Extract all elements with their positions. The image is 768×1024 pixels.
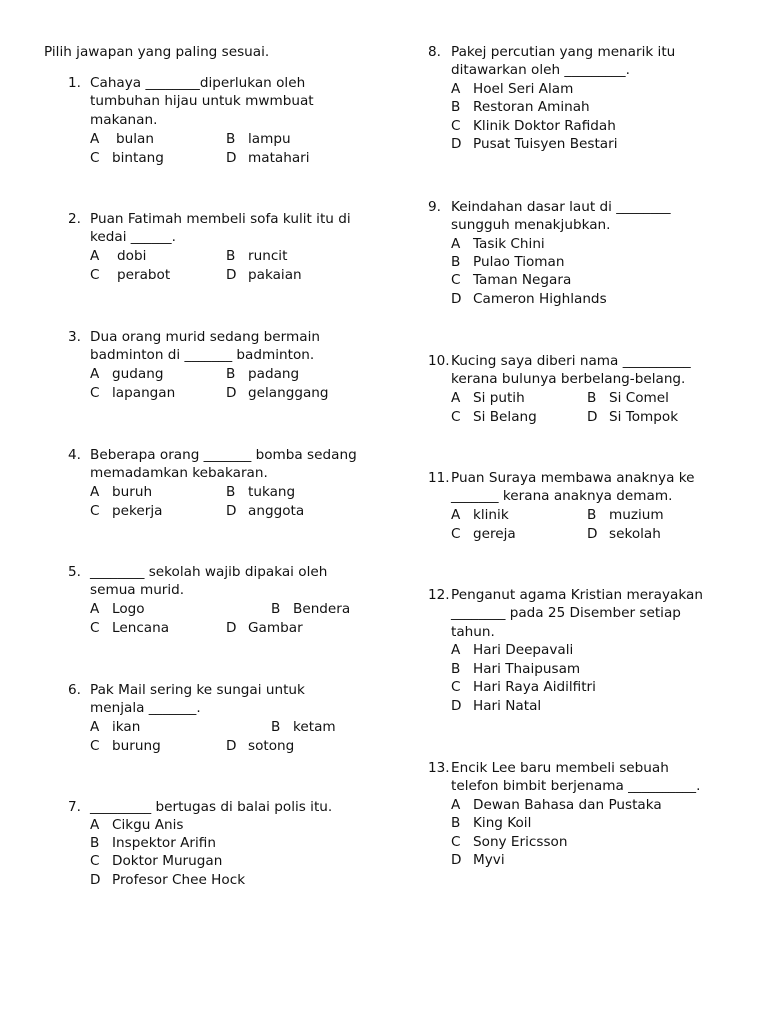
- stem-line: tumbuhan hijau untuk mwmbuat: [90, 93, 314, 110]
- stem-line: makanan.: [90, 111, 158, 128]
- question-stem: [451, 469, 695, 506]
- option-text: Dewan Bahasa dan Pustaka: [473, 797, 662, 813]
- stem-line: sungguh menakjubkan.: [451, 217, 611, 234]
- option-letter: D: [587, 526, 598, 542]
- option-text: Taman Negara: [473, 272, 572, 288]
- option-letter: B: [226, 248, 236, 264]
- option-a[interactable]: [451, 506, 509, 524]
- option-c[interactable]: [451, 525, 516, 543]
- option-letter: C: [90, 853, 100, 869]
- option-b[interactable]: [451, 253, 565, 271]
- option-text: runcit: [248, 248, 288, 264]
- option-letter: C: [90, 150, 100, 166]
- option-text: Restoran Aminah: [473, 99, 590, 115]
- option-a[interactable]: [451, 641, 573, 659]
- question-number: 1.: [68, 75, 81, 91]
- option-b[interactable]: [226, 130, 291, 148]
- option-text: muzium: [609, 507, 664, 523]
- option-text: pekerja: [112, 503, 163, 519]
- option-letter: A: [451, 797, 461, 813]
- question-number: 2.: [68, 211, 81, 227]
- stem-line: memadamkan kebakaran.: [90, 465, 268, 482]
- option-text: Si putih: [473, 390, 525, 406]
- option-text: Cikgu Anis: [112, 817, 184, 833]
- option-a[interactable]: [451, 796, 662, 814]
- option-letter: D: [226, 267, 237, 283]
- option-b[interactable]: [226, 483, 295, 501]
- option-c[interactable]: [90, 619, 169, 637]
- option-letter: B: [587, 390, 597, 406]
- option-letter: A: [90, 601, 100, 617]
- option-a[interactable]: [90, 130, 154, 148]
- option-d[interactable]: [226, 384, 329, 402]
- stem-line: _________ bertugas di balai polis itu.: [90, 799, 333, 815]
- option-a[interactable]: [451, 235, 545, 253]
- option-letter: B: [90, 835, 100, 851]
- question-stem: [90, 74, 314, 129]
- option-letter: B: [587, 507, 597, 523]
- option-letter: C: [451, 834, 461, 850]
- option-letter: A: [90, 248, 100, 264]
- question-stem: [90, 798, 332, 816]
- option-letter: D: [451, 698, 462, 714]
- option-text: Si Comel: [609, 390, 669, 406]
- stem-line: menjala _______.: [90, 700, 201, 717]
- option-text: Profesor Chee Hock: [112, 872, 246, 888]
- option-d[interactable]: [226, 619, 303, 637]
- option-text: Hari Thaipusam: [473, 661, 581, 677]
- question-stem: [451, 759, 700, 796]
- option-text: King Koil: [473, 815, 532, 831]
- option-c[interactable]: [451, 833, 567, 851]
- option-b[interactable]: [587, 506, 664, 524]
- question-number: 3.: [68, 329, 81, 345]
- question-number: 6.: [68, 682, 81, 698]
- option-letter: C: [451, 409, 461, 425]
- stem-line: Dua orang murid sedang bermain: [90, 329, 320, 345]
- question-stem: [90, 446, 357, 483]
- stem-line: Kucing saya diberi nama __________: [451, 353, 691, 369]
- option-letter: C: [90, 620, 100, 636]
- option-letter: A: [90, 484, 100, 500]
- option-c[interactable]: [451, 408, 537, 426]
- option-text: bintang: [112, 150, 164, 166]
- option-b[interactable]: [451, 814, 531, 832]
- option-letter: C: [90, 267, 100, 283]
- option-a[interactable]: [451, 80, 573, 98]
- option-letter: B: [451, 815, 461, 831]
- option-letter: C: [451, 526, 461, 542]
- option-b[interactable]: [226, 365, 299, 383]
- option-letter: D: [226, 385, 237, 401]
- option-text: Pulao Tioman: [473, 254, 565, 270]
- question-number: 5.: [68, 564, 81, 580]
- option-letter: A: [90, 366, 100, 382]
- option-text: lampu: [248, 131, 291, 147]
- option-c[interactable]: [90, 502, 162, 520]
- option-letter: B: [226, 366, 236, 382]
- option-a[interactable]: [90, 600, 145, 618]
- option-text: dobi: [117, 248, 147, 264]
- option-letter: D: [226, 620, 237, 636]
- option-text: bulan: [116, 131, 154, 147]
- question-stem: [451, 198, 671, 235]
- option-text: Hari Raya Aidilfitri: [473, 679, 596, 695]
- option-letter: B: [451, 99, 461, 115]
- option-letter: D: [226, 738, 237, 754]
- option-d[interactable]: [226, 266, 302, 284]
- option-d[interactable]: [226, 737, 294, 755]
- question-number: 7.: [68, 799, 81, 815]
- stem-line: kerana bulunya berbelang-belang.: [451, 371, 686, 388]
- option-b[interactable]: [90, 834, 216, 852]
- question-number: 13.: [428, 760, 450, 776]
- option-letter: A: [451, 390, 461, 406]
- option-letter: B: [451, 661, 461, 677]
- instruction-text: Pilih jawapan yang paling sesuai.: [44, 44, 270, 60]
- question-stem: [451, 586, 703, 641]
- option-text: Inspektor Arifin: [112, 835, 216, 851]
- option-text: klinik: [473, 507, 509, 523]
- option-d[interactable]: [226, 149, 310, 167]
- option-b[interactable]: [451, 98, 590, 116]
- option-text: Klinik Doktor Rafidah: [473, 118, 616, 134]
- stem-line: ________ pada 25 Disember setiap: [451, 605, 681, 622]
- option-text: Sony Ericsson: [473, 834, 568, 850]
- stem-line: Cahaya ________diperlukan oleh: [90, 75, 306, 91]
- option-letter: B: [226, 484, 236, 500]
- option-d[interactable]: [451, 135, 618, 153]
- option-text: Gambar: [248, 620, 303, 636]
- option-letter: A: [451, 236, 461, 252]
- option-c[interactable]: [90, 149, 164, 167]
- option-text: burung: [112, 738, 161, 754]
- option-letter: D: [587, 409, 598, 425]
- option-letter: D: [451, 291, 462, 307]
- option-text: gelanggang: [248, 385, 329, 401]
- option-text: pakaian: [248, 267, 302, 283]
- option-letter: C: [90, 738, 100, 754]
- question-stem: [90, 563, 327, 600]
- option-text: matahari: [248, 150, 310, 166]
- option-letter: D: [226, 150, 237, 166]
- option-text: Tasik Chini: [473, 236, 545, 252]
- stem-line: _______ kerana anaknya demam.: [451, 488, 673, 505]
- question-stem: [90, 210, 351, 247]
- stem-line: semua murid.: [90, 582, 185, 599]
- option-letter: B: [271, 719, 281, 735]
- option-a[interactable]: [90, 718, 140, 736]
- question-stem: [451, 352, 691, 389]
- option-c[interactable]: [90, 737, 161, 755]
- option-text: Logo: [112, 601, 145, 617]
- option-b[interactable]: [226, 247, 287, 265]
- option-text: sekolah: [609, 526, 661, 542]
- stem-line: Keindahan dasar laut di ________: [451, 199, 671, 215]
- option-letter: C: [90, 385, 100, 401]
- option-letter: A: [90, 817, 100, 833]
- question-number: 12.: [428, 587, 450, 603]
- option-b[interactable]: [451, 660, 580, 678]
- option-letter: C: [451, 272, 461, 288]
- option-letter: A: [90, 719, 100, 735]
- option-letter: C: [90, 503, 100, 519]
- question-number: 10.: [428, 353, 450, 369]
- option-d[interactable]: [90, 871, 245, 889]
- stem-line: Encik Lee baru membeli sebuah: [451, 760, 669, 776]
- stem-line: telefon bimbit berjenama __________.: [451, 778, 701, 795]
- question-stem: [451, 43, 675, 80]
- option-a[interactable]: [90, 247, 146, 265]
- option-text: Si Tompok: [609, 409, 679, 425]
- option-c[interactable]: [451, 271, 571, 289]
- option-letter: B: [226, 131, 236, 147]
- option-text: tukang: [248, 484, 296, 500]
- option-c[interactable]: [451, 678, 596, 696]
- option-letter: D: [451, 852, 462, 868]
- option-text: ikan: [112, 719, 141, 735]
- option-letter: B: [451, 254, 461, 270]
- option-text: perabot: [117, 267, 171, 283]
- option-c[interactable]: [90, 266, 170, 284]
- question-number: 9.: [428, 199, 441, 215]
- stem-line: Pak Mail sering ke sungai untuk: [90, 682, 305, 698]
- option-text: padang: [248, 366, 300, 382]
- option-text: lapangan: [112, 385, 176, 401]
- option-d[interactable]: [451, 851, 505, 869]
- option-a[interactable]: [90, 816, 183, 834]
- stem-line: Beberapa orang _______ bomba sedang: [90, 447, 357, 463]
- option-text: Lencana: [112, 620, 170, 636]
- option-letter: D: [226, 503, 237, 519]
- option-c[interactable]: [90, 384, 175, 402]
- option-text: Hari Natal: [473, 698, 542, 714]
- option-text: gereja: [473, 526, 516, 542]
- option-d[interactable]: [451, 290, 607, 308]
- option-b[interactable]: [271, 600, 350, 618]
- option-d[interactable]: [226, 502, 304, 520]
- option-b[interactable]: [271, 718, 336, 736]
- option-text: Hari Deepavali: [473, 642, 574, 658]
- option-letter: A: [451, 507, 461, 523]
- question-number: 4.: [68, 447, 81, 463]
- option-a[interactable]: [90, 365, 163, 383]
- option-d[interactable]: [451, 697, 541, 715]
- option-letter: C: [451, 679, 461, 695]
- option-text: buruh: [112, 484, 153, 500]
- option-text: Hoel Seri Alam: [473, 81, 574, 97]
- option-d[interactable]: [587, 408, 678, 426]
- option-text: Bendera: [293, 601, 351, 617]
- option-text: Doktor Murugan: [112, 853, 223, 869]
- option-letter: B: [271, 601, 281, 617]
- option-text: ketam: [293, 719, 336, 735]
- option-text: Pusat Tuisyen Bestari: [473, 136, 618, 152]
- option-text: Myvi: [473, 852, 505, 868]
- stem-line: Pakej percutian yang menarik itu: [451, 44, 676, 60]
- option-text: Cameron Highlands: [473, 291, 607, 307]
- option-text: anggota: [248, 503, 305, 519]
- option-d[interactable]: [587, 525, 661, 543]
- question-number: 8.: [428, 44, 441, 60]
- option-c[interactable]: [451, 117, 616, 135]
- stem-line: kedai ______.: [90, 229, 176, 246]
- option-letter: C: [451, 118, 461, 134]
- stem-line: tahun.: [451, 623, 495, 640]
- stem-line: Penganut agama Kristian merayakan: [451, 587, 703, 603]
- option-a[interactable]: [451, 389, 525, 407]
- option-letter: D: [90, 872, 101, 888]
- option-text: gudang: [112, 366, 164, 382]
- option-text: Si Belang: [473, 409, 537, 425]
- stem-line: Puan Fatimah membeli sofa kulit itu di: [90, 211, 351, 227]
- option-text: sotong: [248, 738, 295, 754]
- stem-line: ________ sekolah wajib dipakai oleh: [90, 564, 328, 580]
- option-a[interactable]: [90, 483, 152, 501]
- question-stem: [90, 681, 305, 718]
- option-b[interactable]: [587, 389, 669, 407]
- option-letter: A: [451, 642, 461, 658]
- question-stem: [90, 328, 320, 365]
- option-letter: A: [451, 81, 461, 97]
- option-c[interactable]: [90, 852, 222, 870]
- option-letter: A: [90, 131, 100, 147]
- stem-line: ditawarkan oleh _________.: [451, 62, 630, 79]
- stem-line: Puan Suraya membawa anaknya ke: [451, 470, 695, 486]
- stem-line: badminton di _______ badminton.: [90, 347, 315, 364]
- question-number: 11.: [428, 470, 450, 486]
- option-letter: D: [451, 136, 462, 152]
